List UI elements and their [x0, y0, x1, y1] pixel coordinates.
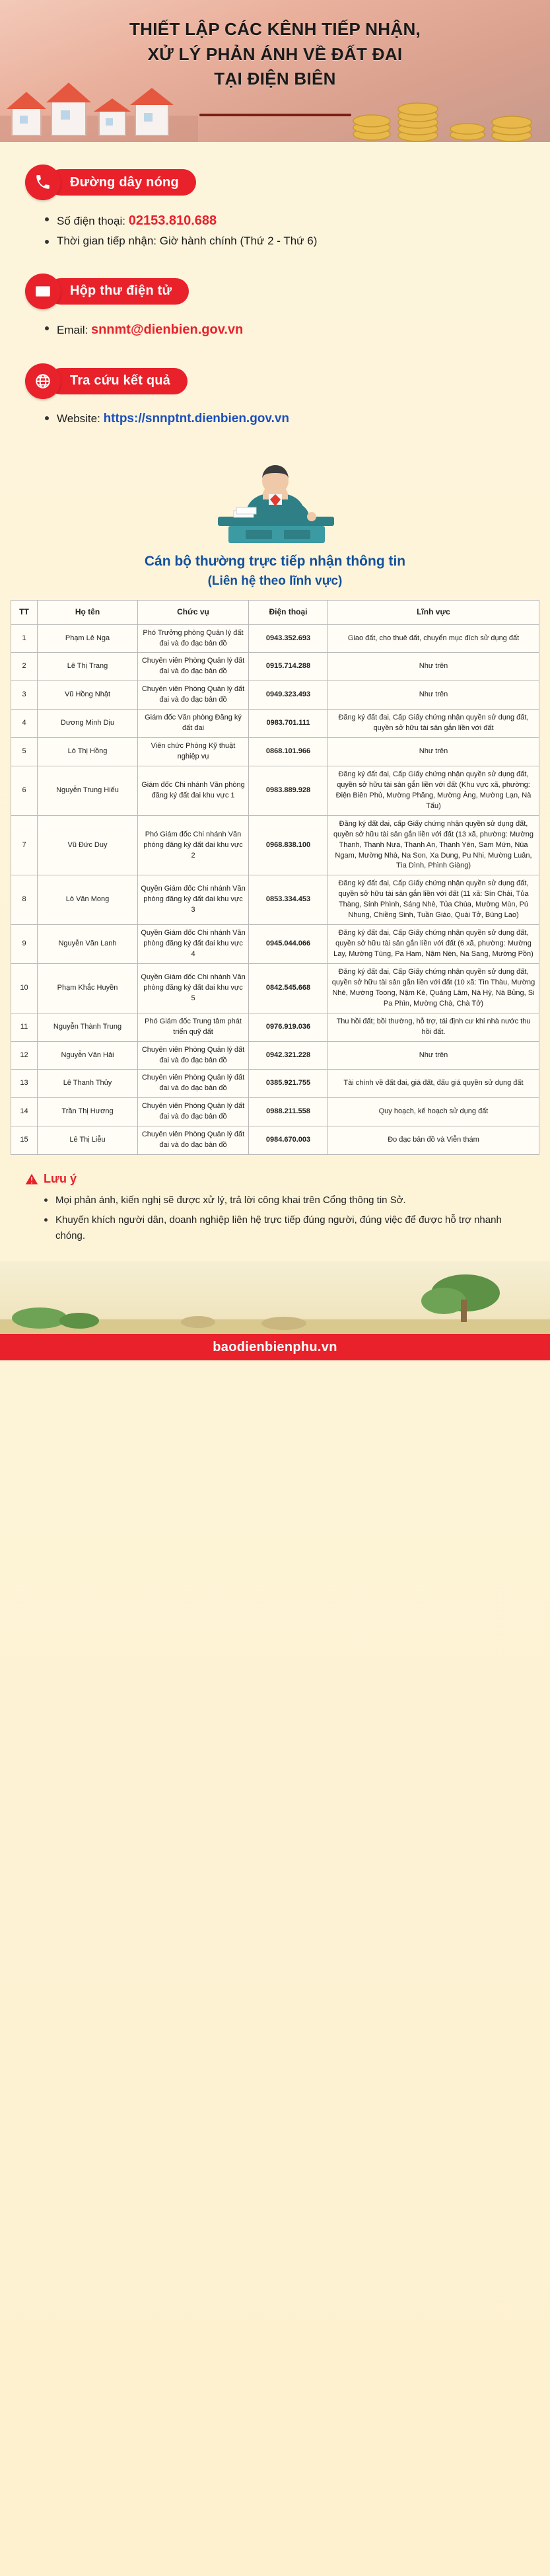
- cell-phone[interactable]: 0949.323.493: [249, 681, 328, 710]
- cell-field: Như trên: [328, 738, 539, 766]
- cell-name: Phạm Khắc Huyền: [38, 963, 138, 1013]
- landscape-illustration: [0, 1261, 550, 1334]
- column-header-field: Lĩnh vực: [328, 601, 539, 624]
- cell-name: Vũ Hồng Nhật: [38, 681, 138, 710]
- cell-name: Nguyễn Thành Trung: [38, 1013, 138, 1041]
- section-hotline: [0, 165, 550, 251]
- table-row: [11, 1126, 539, 1155]
- footer-site[interactable]: baodienbienphu.vn: [0, 1334, 550, 1360]
- hotline-phone-label: Số điện thoại:: [57, 215, 129, 227]
- note-list: [42, 1193, 525, 1244]
- column-header-name: Họ tên: [38, 601, 138, 624]
- cell-tt: 9: [11, 925, 38, 964]
- cell-tt: 2: [11, 653, 38, 681]
- cell-role: Giám đốc Văn phòng Đăng ký đất đai: [138, 710, 249, 738]
- tree-icon: [421, 1274, 500, 1322]
- table-row: [11, 1098, 539, 1126]
- officer-illustration: [0, 448, 550, 547]
- cell-phone[interactable]: 0984.670.003: [249, 1126, 328, 1155]
- hotline-hours: Thời gian tiếp nhận: Giờ hành chính (Thứ 2 - Thứ 6): [57, 235, 318, 247]
- website-field-label: Website:: [57, 412, 104, 425]
- lookup-list: [42, 408, 525, 429]
- staff-table-body: [11, 624, 539, 1155]
- cell-role: Quyền Giám đốc Chi nhánh Văn phòng đăng ký đất đai khu vực 4: [138, 925, 249, 964]
- cell-field: Đăng ký đất đai, Cấp Giấy chứng nhận quyền sử dụng đất, quyền sở hữu tài sản gắn liền với đất (Khu vực xã, phường: Điện Biên Phủ, Mường Phăng, Mường Ảng, Mường Lạn, Nà Tấu): [328, 766, 539, 815]
- bush-icon: [12, 1307, 99, 1329]
- email-badge: [25, 274, 525, 309]
- cell-field: Quy hoạch, kế hoạch sử dụng đất: [328, 1098, 539, 1126]
- cell-name: Lò Văn Mong: [38, 875, 138, 925]
- list-item: [42, 408, 525, 429]
- note-section: [0, 1172, 550, 1244]
- cell-phone[interactable]: 0968.838.100: [249, 815, 328, 875]
- cell-tt: 14: [11, 1098, 38, 1126]
- cell-tt: 3: [11, 681, 38, 710]
- table-row: [11, 1041, 539, 1070]
- hotline-phone-value[interactable]: 02153.810.688: [128, 213, 217, 228]
- table-row: [11, 710, 539, 738]
- cell-field: Thu hồi đất; bồi thường, hỗ trợ, tái định cư khi nhà nước thu hồi đất.: [328, 1013, 539, 1041]
- hotline-badge: [25, 165, 525, 200]
- cell-phone[interactable]: 0945.044.066: [249, 925, 328, 964]
- staff-table-wrapper: [0, 600, 550, 1155]
- cell-tt: 13: [11, 1070, 38, 1098]
- cell-role: Quyền Giám đốc Chi nhánh Văn phòng đăng ký đất đai khu vực 3: [138, 875, 249, 925]
- table-row: [11, 738, 539, 766]
- column-header-role: Chức vụ: [138, 601, 249, 624]
- cell-tt: 1: [11, 624, 38, 653]
- cell-role: Quyền Giám đốc Chi nhánh Văn phòng đăng ký đất đai khu vực 5: [138, 963, 249, 1013]
- cell-phone[interactable]: 0943.352.693: [249, 624, 328, 653]
- cell-name: Nguyễn Văn Lanh: [38, 925, 138, 964]
- cell-tt: 15: [11, 1126, 38, 1155]
- table-row: [11, 681, 539, 710]
- cell-name: Dương Minh Dịu: [38, 710, 138, 738]
- cell-tt: 8: [11, 875, 38, 925]
- cell-field: Tài chính về đất đai, giá đất, đấu giá quyền sử dụng đất: [328, 1070, 539, 1098]
- list-item: Mọi phản ánh, kiến nghị sẽ được xử lý, trả lời công khai trên Cổng thông tin Sở.: [42, 1193, 525, 1208]
- note-title-row: [25, 1172, 525, 1186]
- cell-role: Chuyên viên Phòng Quản lý đất đai và đo đạc bản đồ: [138, 1098, 249, 1126]
- warning-icon: [25, 1173, 38, 1186]
- cell-phone[interactable]: 0976.919.036: [249, 1013, 328, 1041]
- cell-field: Đăng ký đất đai, Cấp Giấy chứng nhận quyền sử dụng đất, quyền sở hữu tài sản gắn liền với đất: [328, 710, 539, 738]
- title-line-2: XỬ LÝ PHẢN ÁNH VỀ ĐẤT ĐAI: [147, 44, 403, 64]
- cell-name: Trần Thị Hương: [38, 1098, 138, 1126]
- cell-phone[interactable]: 0853.334.453: [249, 875, 328, 925]
- cell-field: Như trên: [328, 653, 539, 681]
- hotline-label: Đường dây nóng: [48, 169, 196, 196]
- column-header-phone: Điện thoại: [249, 601, 328, 624]
- list-item: Khuyến khích người dân, doanh nghiệp liên hệ trực tiếp đúng người, đúng việc để được hỗ trợ nhanh chóng.: [42, 1212, 525, 1244]
- cell-phone[interactable]: 0915.714.288: [249, 653, 328, 681]
- cell-field: Đo đạc bản đồ và Viễn thám: [328, 1126, 539, 1155]
- cell-role: Chuyên viên Phòng Quản lý đất đai và đo đạc bản đồ: [138, 1041, 249, 1070]
- table-header-row: [11, 601, 539, 624]
- table-row: [11, 766, 539, 815]
- cell-tt: 6: [11, 766, 38, 815]
- column-header-tt: TT: [11, 601, 38, 624]
- cell-role: Chuyên viên Phòng Quản lý đất đai và đo đạc bản đồ: [138, 681, 249, 710]
- page-title: [0, 17, 550, 92]
- cell-role: Phó Giám đốc Chi nhánh Văn phòng đăng ký đất đai khu vực 2: [138, 815, 249, 875]
- phone-icon: [25, 165, 61, 200]
- cell-name: Nguyễn Văn Hải: [38, 1041, 138, 1070]
- cell-tt: 5: [11, 738, 38, 766]
- cell-phone[interactable]: 0983.701.111: [249, 710, 328, 738]
- table-row: [11, 653, 539, 681]
- email-field-label: Email:: [57, 323, 91, 336]
- note-title: Lưu ý: [44, 1172, 77, 1186]
- cell-field: Như trên: [328, 681, 539, 710]
- cell-tt: 4: [11, 710, 38, 738]
- table-row: [11, 1013, 539, 1041]
- cell-phone[interactable]: 0942.321.228: [249, 1041, 328, 1070]
- cell-tt: 10: [11, 963, 38, 1013]
- cell-phone[interactable]: 0983.889.928: [249, 766, 328, 815]
- staff-table: [11, 600, 539, 1155]
- cell-name: Nguyễn Trung Hiếu: [38, 766, 138, 815]
- table-row: [11, 815, 539, 875]
- cell-role: Viên chức Phòng Kỹ thuật nghiệp vụ: [138, 738, 249, 766]
- list-item: [42, 209, 525, 232]
- cell-role: Phó Giám đốc Trung tâm phát triển quỹ đất: [138, 1013, 249, 1041]
- cell-field: Như trên: [328, 1041, 539, 1070]
- cell-tt: 7: [11, 815, 38, 875]
- mail-icon: [25, 274, 61, 309]
- cell-role: Phó Trưởng phòng Quản lý đất đai và đo đạc bản đồ: [138, 624, 249, 653]
- cell-tt: 11: [11, 1013, 38, 1041]
- cell-phone[interactable]: 0868.101.966: [249, 738, 328, 766]
- title-underline: [199, 114, 351, 116]
- cell-role: Chuyên viên Phòng Quản lý đất đai và đo đạc bản đồ: [138, 1126, 249, 1155]
- email-list: [42, 318, 525, 341]
- table-row: [11, 1070, 539, 1098]
- email-label: Hộp thư điện tử: [48, 278, 189, 305]
- section-email: [0, 274, 550, 341]
- cell-name: Phạm Lê Nga: [38, 624, 138, 653]
- website-url[interactable]: https://snnptnt.dienbien.gov.vn: [103, 411, 290, 425]
- title-line-1: THIẾT LẬP CÁC KÊNH TIẾP NHẬN,: [129, 19, 421, 39]
- list-item: [42, 318, 525, 341]
- table-row: [11, 963, 539, 1013]
- staff-table-title: [0, 551, 550, 591]
- footer: [0, 1261, 550, 1360]
- table-row: [11, 624, 539, 653]
- staff-table-title-sub: (Liên hệ theo lĩnh vực): [207, 573, 343, 588]
- cell-field: Giao đất, cho thuê đất, chuyển mục đích sử dụng đất: [328, 624, 539, 653]
- cell-name: Vũ Đức Duy: [38, 815, 138, 875]
- table-row: [11, 875, 539, 925]
- cell-role: Giám đốc Chi nhánh Văn phòng đăng ký đất đai khu vực 1: [138, 766, 249, 815]
- cell-phone[interactable]: 0385.921.755: [249, 1070, 328, 1098]
- globe-icon: [25, 363, 61, 399]
- cell-name: Lò Thị Hồng: [38, 738, 138, 766]
- hotline-list: [42, 209, 525, 251]
- cell-role: Chuyên viên Phòng Quản lý đất đai và đo đạc bản đồ: [138, 1070, 249, 1098]
- cell-field: Đăng ký đất đai, cấp Giấy chứng nhận quyền sử dụng đất, quyền sở hữu tài sản gắn liền với đất (13 xã, phường: Mường Thanh, Thanh Nưa, Thanh An, Thanh Yên, Sam Mứn, Núa Ngam, Mường Nhà, Na Son, Xa Dung, Pu Nhi, Mường Luân, Tìa Dình, Phình Giàng): [328, 815, 539, 875]
- cell-tt: 12: [11, 1041, 38, 1070]
- cell-name: Lê Thị Trang: [38, 653, 138, 681]
- cell-field: Đăng ký đất đai, Cấp Giấy chứng nhận quyền sử dụng đất, quyền sở hữu tài sản gắn liền với đất (6 xã, phường: Mường Lay, Mường Tùng, Pa Ham, Nậm Nèn, Na Sang, Mường Pồn): [328, 925, 539, 964]
- cell-field: Đăng ký đất đai, Cấp Giấy chứng nhận quyền sử dụng đất, quyền sở hữu tài sản gắn liền với đất (11 xã: Sín Chải, Tủa Thàng, Sính Phình, Sáng Nhè, Tủa Chùa, Mường Mùn, Pú Nhung, Chiềng Sinh, Tuần Giáo, Quài Tở, Búng Lao): [328, 875, 539, 925]
- cell-phone[interactable]: 0988.211.558: [249, 1098, 328, 1126]
- list-item: [42, 232, 525, 251]
- lookup-badge: [25, 363, 525, 399]
- cell-name: Lê Thanh Thủy: [38, 1070, 138, 1098]
- email-address[interactable]: snnmt@dienbien.gov.vn: [90, 322, 244, 337]
- table-row: [11, 925, 539, 964]
- cell-phone[interactable]: 0842.545.668: [249, 963, 328, 1013]
- cell-field: Đăng ký đất đai, Cấp Giấy chứng nhận quyền sử dụng đất, quyền sở hữu tài sản gắn liền với đất (10 xã: Tìn Thàu, Mường Nhé, Mường Toong, Nậm Kè, Quảng Lâm, Nà Hỳ, Nà Bủng, Si Pa Phìn, Mường Chà, Chà Tở): [328, 963, 539, 1013]
- staff-table-title-main: Cán bộ thường trực tiếp nhận thông tin: [144, 554, 406, 570]
- header-banner: [0, 0, 550, 142]
- cell-role: Chuyên viên Phòng Quản lý đất đai và đo đạc bản đồ: [138, 653, 249, 681]
- lookup-label: Tra cứu kết quả: [48, 368, 188, 394]
- section-lookup: [0, 363, 550, 429]
- title-line-3: TẠI ĐIỆN BIÊN: [214, 69, 336, 89]
- cell-name: Lê Thị Liễu: [38, 1126, 138, 1155]
